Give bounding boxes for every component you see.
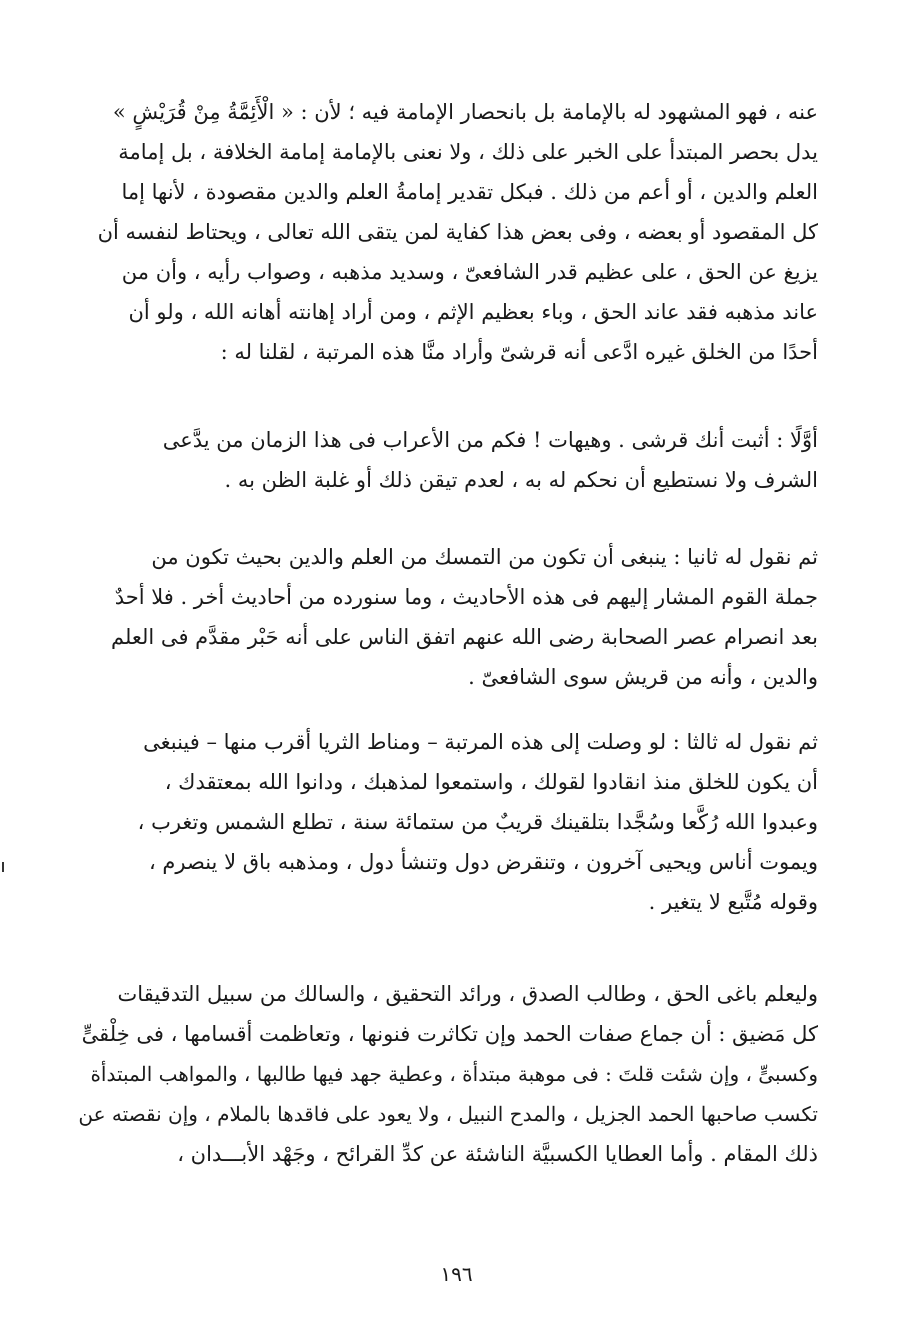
paragraph-4 — [76, 722, 818, 922]
text-line: ثم نقول له ثالثا : لو وصلت إلى هذه المرتبة – ومناط الثريا أقرب منها – فينبغى — [143, 730, 818, 754]
text-line: وقوله مُتَّبع لا يتغير . — [648, 890, 818, 914]
text-line: عنه ، فهو المشهود له بالإمامة بل بانحصار الإمامة فيه ؛ لأن : « الْأَئِمَّةُ مِنْ قُرَيْشٍ » — [112, 100, 818, 124]
text-line: كل مَضيق : أن جماع صفات الحمد وإن تكاثرت فنونها ، وتعاظمت أقسامها ، فى خِلْقىٍّ — [81, 1022, 818, 1046]
text-line: أن يكون للخلق منذ انقادوا لقولك ، واستمعوا لمذهبك ، ودانوا الله بمعتقدك ، — [164, 770, 818, 794]
text-line: الشرف ولا نستطيع أن نحكم له به ، لعدم تيقن ذلك أو غلبة الظن به . — [224, 468, 818, 492]
text-line: بعد انصرام عصر الصحابة رضى الله عنهم اتفق الناس على أنه حَبْر مقدَّم فى العلم — [110, 625, 818, 649]
text-line: ذلك المقام . وأما العطايا الكسبيَّة الناشئة عن كدِّ القرائح ، وجَهْد الأبـــدان ، — [177, 1142, 818, 1166]
text-line: العلم والدين ، أو أعم من ذلك . فبكل تقدير إمامةُ العلم والدين مقصودة ، لأنها إما — [121, 180, 818, 204]
text-line: يزيغ عن الحق ، على عظيم قدر الشافعىّ ، وسديد مذهبه ، وصواب رأيه ، وأن من — [121, 260, 818, 284]
page-number: ١٩٦ — [440, 1262, 473, 1286]
text-line: كل المقصود أو بعضه ، وفى بعض هذا كفاية لمن يتقى الله تعالى ، ويحتاط لنفسه أن — [97, 220, 818, 244]
text-line: يدل بحصر المبتدأ على الخبر على ذلك ، ولا نعنى بالإمامة إمامة الخلافة ، بل إمامة — [118, 140, 818, 164]
paragraph-2 — [76, 420, 818, 500]
text-line: عاند مذهبه فقد عاند الحق ، وباء بعظيم الإثم ، ومن أراد إهانته أهانه الله ، ولو أن — [128, 300, 818, 324]
text-line: وكسبىٍّ ، وإن شئت قلتَ : فى موهبة مبتدأة ، وعطية جهد فيها طالبها ، والمواهب المبتدأة — [90, 1062, 818, 1086]
paragraph-1 — [76, 92, 818, 372]
text-line: تكسب صاحبها الحمد الجزيل ، والمدح النبيل ، ولا يعود على فاقدها بالملام ، وإن نقصته عن — [78, 1102, 818, 1126]
text-line: ثم نقول له ثانيا : ينبغى أن تكون من التمسك من العلم والدين بحيث تكون من — [151, 545, 818, 569]
scan-edge-mark — [2, 862, 4, 872]
text-line: وليعلم باغى الحق ، وطالب الصدق ، ورائد التحقيق ، والسالك من سبيل التدقيقات — [117, 982, 818, 1006]
text-line: وعبدوا الله رُكَّعا وسُجَّدا بتلقينك قريبٌ من ستمائة سنة ، تطلع الشمس وتغرب ، — [137, 810, 818, 834]
text-line: والدين ، وأنه من قريش سوى الشافعىّ . — [468, 665, 818, 689]
paragraph-5 — [76, 974, 818, 1174]
text-line: أحدًا من الخلق غيره ادَّعى أنه قرشىّ وأراد منَّا هذه المرتبة ، لقلنا له : — [220, 340, 818, 364]
text-line: أوَّلًا : أثبت أنك قرشى . وهيهات ! فكم من الأعراب فى هذا الزمان من يدَّعى — [162, 428, 818, 452]
paragraph-3 — [76, 537, 818, 697]
text-line: ويموت أناس ويحيى آخرون ، وتنقرض دول وتنشأ دول ، ومذهبه باق لا ينصرم ، — [148, 850, 818, 874]
text-line: جملة القوم المشار إليهم فى هذه الأحاديث ، وما سنورده من أحاديث أخر . فلا أحدٌ — [114, 585, 818, 609]
